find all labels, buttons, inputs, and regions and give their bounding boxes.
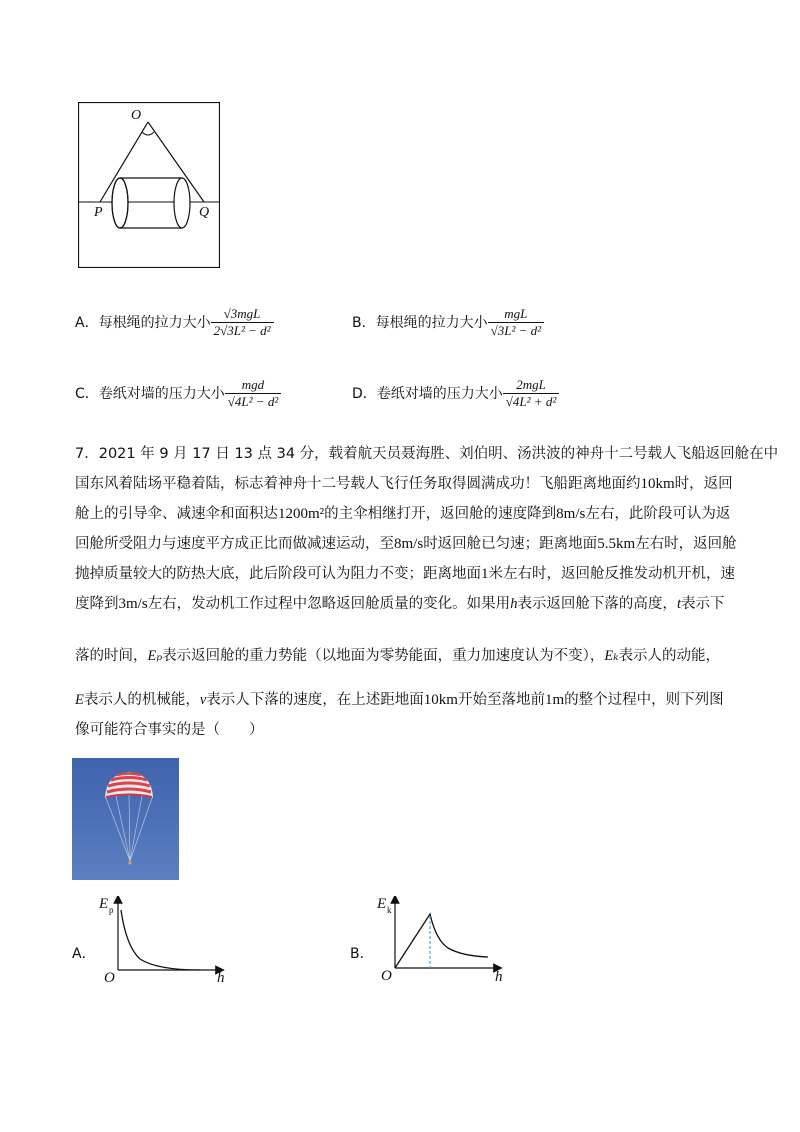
q7-line-4-text-c: 左右时，返回舱 [635, 536, 737, 552]
option-a[interactable] [75, 300, 274, 344]
q7-var-h: h [510, 596, 518, 612]
parachute-illustration [72, 758, 179, 880]
q7-area-1200: 1200m² [278, 506, 325, 522]
option-c-denominator: √4L² − d² [225, 393, 281, 410]
q7-line-9: 像可能符合事实的是（ ） [75, 722, 264, 738]
question-7-body [75, 439, 779, 745]
label-q: Q [199, 205, 210, 220]
graph-b-xlabel: h [495, 969, 503, 985]
q7-line-6-text-d: 表示下 [680, 596, 725, 612]
option-d-letter: D． [352, 386, 377, 402]
graph-a-ysub: p [109, 905, 114, 915]
graph-b-ysub: k [387, 905, 392, 915]
graph-option-a[interactable] [72, 896, 272, 991]
parachute-photo [72, 758, 179, 880]
q7-line-8-text-d: 的整个过程中，则下列图 [564, 692, 724, 708]
graph-a-xlabel: h [217, 970, 225, 986]
graph-b-origin: O [381, 968, 392, 984]
option-b-letter: B． [352, 315, 376, 331]
q7-line-6-text-c: 表示返回舱下落的高度， [517, 596, 677, 612]
graph-a-letter: A． [72, 946, 96, 962]
option-a-fraction [211, 306, 274, 339]
q7-line-5-text-a: 抛掉质量较大的防热大底，此后阶段可认为阻力不变；距离地面 [75, 566, 481, 582]
q7-line-1: 7．2021 年 9 月 17 日 13 点 34 分，载着航天员聂海胜、刘伯明、汤洪波的神舟十二号载人飞船返回舱在中 [75, 446, 779, 462]
option-b-fraction [488, 306, 544, 339]
q7-speed-3: 3m/s [118, 596, 148, 612]
q7-line-8-text-a: 表示人的机械能， [83, 692, 200, 708]
q7-distance-10km-b: 10km [423, 692, 458, 708]
figure-roll-paper [78, 102, 220, 268]
q7-line-2 [75, 469, 735, 499]
label-o: O [131, 108, 142, 123]
option-d-numerator: 2mgL [516, 376, 546, 392]
q7-line-3-text-c: 左右，此阶段可认为返 [585, 506, 731, 522]
option-d-fraction [503, 377, 559, 410]
q7-line-4-text-a: 回舱所受阻力与速度平方成正比而做减速运动，至 [75, 536, 394, 552]
q7-line-7-text-b: 表示返回舱的重力势能（以地面为零势能面，重力加速度认为不变）， [162, 648, 605, 664]
option-b-numerator: mgL [504, 305, 528, 321]
q7-distance-1: 1 [481, 566, 489, 582]
option-a-text: 每根绳的拉力大小 [98, 315, 211, 331]
graph-b-letter: B． [350, 946, 374, 962]
q7-line-3 [75, 499, 735, 529]
option-c[interactable] [75, 371, 281, 415]
option-c-text: 卷纸对墙的压力大小 [98, 386, 225, 402]
q7-speed-8: 8m/s [556, 506, 586, 522]
q7-var-ep: Eₚ [147, 648, 163, 664]
q7-line-8-text-b: 表示人下落的速度，在上述距地面 [206, 692, 424, 708]
q7-line-4 [75, 529, 735, 559]
q7-line-7-text-a: 落的时间， [75, 648, 148, 664]
q7-speed-8b: 8m/s [394, 536, 424, 552]
q7-line-8-text-c: 开始至落地前 [457, 692, 545, 708]
roll-paper-diagram [78, 102, 220, 268]
q7-line-6-text-a: 度降到 [75, 596, 119, 612]
graph-option-b[interactable] [350, 896, 550, 991]
option-d-denominator: √4L² + d² [503, 393, 559, 410]
q7-line-2-text-a: 国东风着陆场平稳着陆，标志着神舟十二号载人飞行任务取得圆满成功！飞船距离地面约 [75, 476, 641, 492]
option-c-letter: C． [75, 386, 99, 402]
option-b[interactable] [352, 300, 544, 344]
q7-var-e: E [75, 692, 84, 708]
option-c-fraction [225, 377, 281, 410]
option-a-numerator: √3mgL [223, 305, 261, 321]
q7-line-2-text-b: 时，返回 [674, 476, 733, 492]
option-a-denominator: 2√3L² − d² [211, 322, 274, 339]
q7-line-3-text-a: 舱上的引导伞、减速伞和面积达 [75, 506, 278, 522]
option-c-numerator: mgd [241, 376, 265, 392]
q7-line-8 [75, 685, 735, 715]
q7-var-t: t [676, 596, 681, 612]
q7-distance-10km: 10km [640, 476, 675, 492]
option-a-letter: A． [75, 315, 99, 331]
q7-var-ek: Eₖ [604, 648, 619, 664]
option-d[interactable] [352, 371, 559, 415]
q7-distance-1m: 1m [544, 692, 565, 708]
q7-line-5-text-b: 米左右时，返回舱反推发动机开机，速 [488, 566, 735, 582]
q7-distance-5-5km: 5.5km [597, 536, 636, 552]
q7-line-4-text-b: 时返回舱已匀速；距离地面 [423, 536, 598, 552]
graph-a-ylabel: E [99, 896, 109, 912]
graph-a-origin: O [104, 970, 115, 986]
q7-line-3-text-b: 的主伞相继打开，返回舱的速度降到 [324, 506, 557, 522]
q7-line-6 [75, 589, 735, 619]
label-p: P [94, 205, 103, 220]
q7-line-6-text-b: 左右，发动机工作过程中忽略返回舱质量的变化。如果用 [147, 596, 511, 612]
graph-b-ylabel: E [377, 896, 387, 912]
q7-line-5 [75, 559, 735, 589]
q7-line-7 [75, 641, 735, 671]
q7-var-v: v [199, 692, 207, 708]
option-b-denominator: √3L² − d² [488, 322, 544, 339]
q7-line-7-text-c: 表示人的动能， [618, 648, 721, 664]
option-d-text: 卷纸对墙的压力大小 [376, 386, 503, 402]
option-b-text: 每根绳的拉力大小 [375, 315, 488, 331]
